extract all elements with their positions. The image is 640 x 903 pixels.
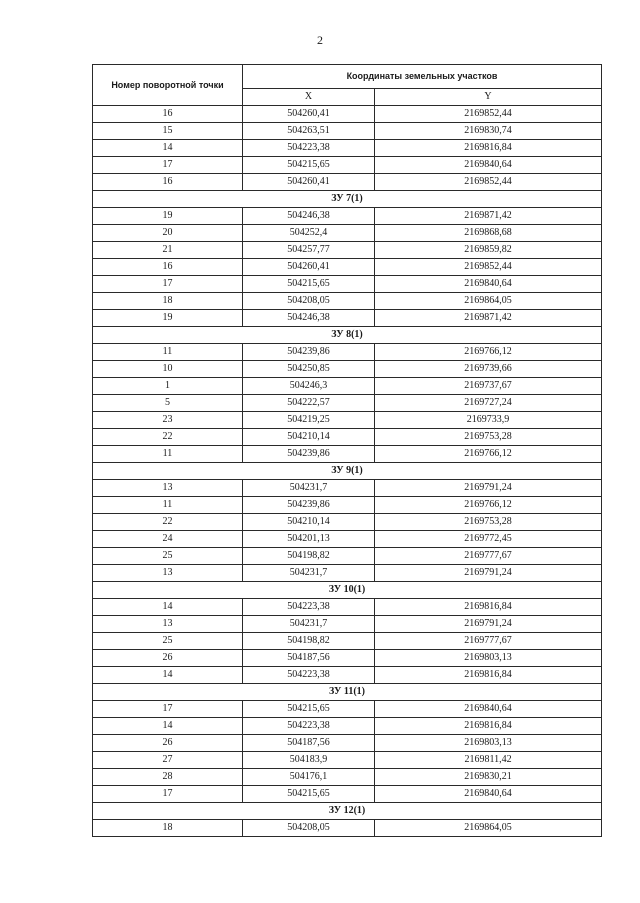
x-coordinate-cell: 504222,57 — [243, 395, 375, 412]
table-row — [93, 752, 602, 769]
y-coordinate-cell: 2169803,13 — [375, 650, 602, 667]
y-coordinate-cell: 2169871,42 — [375, 310, 602, 327]
table-row — [93, 735, 602, 752]
table-row — [93, 633, 602, 650]
x-coordinate-cell: 504246,38 — [243, 310, 375, 327]
y-coordinate-cell: 2169852,44 — [375, 174, 602, 191]
x-coordinate-cell: 504231,7 — [243, 480, 375, 497]
y-coordinate-cell: 2169727,24 — [375, 395, 602, 412]
x-coordinate-cell: 504208,05 — [243, 820, 375, 837]
table-row — [93, 259, 602, 276]
section-row — [93, 684, 602, 701]
y-coordinate-cell: 2169859,82 — [375, 242, 602, 259]
header-point-number: Номер поворотной точки — [93, 65, 243, 106]
page-number: 2 — [317, 33, 323, 47]
section-row — [93, 582, 602, 599]
y-coordinate-cell: 2169864,05 — [375, 293, 602, 310]
point-number-cell: 22 — [93, 514, 243, 531]
point-number-cell: 5 — [93, 395, 243, 412]
section-label: ЗУ 12(1) — [93, 803, 602, 820]
y-coordinate-cell: 2169733,9 — [375, 412, 602, 429]
section-label: ЗУ 7(1) — [93, 191, 602, 208]
y-coordinate-cell: 2169840,64 — [375, 276, 602, 293]
x-coordinate-cell: 504223,38 — [243, 599, 375, 616]
header-coordinates: Координаты земельных участков — [243, 65, 602, 89]
y-coordinate-cell: 2169753,28 — [375, 429, 602, 446]
point-number-cell: 14 — [93, 667, 243, 684]
section-label: ЗУ 8(1) — [93, 327, 602, 344]
point-number-cell: 1 — [93, 378, 243, 395]
x-coordinate-cell: 504215,65 — [243, 276, 375, 293]
point-number-cell: 21 — [93, 242, 243, 259]
point-number-cell: 17 — [93, 701, 243, 718]
y-coordinate-cell: 2169737,67 — [375, 378, 602, 395]
table-row — [93, 174, 602, 191]
table-row — [93, 361, 602, 378]
point-number-cell: 14 — [93, 718, 243, 735]
point-number-cell: 26 — [93, 735, 243, 752]
y-coordinate-cell: 2169772,45 — [375, 531, 602, 548]
x-coordinate-cell: 504246,3 — [243, 378, 375, 395]
x-coordinate-cell: 504183,9 — [243, 752, 375, 769]
x-coordinate-cell: 504239,86 — [243, 344, 375, 361]
header-x: X — [243, 89, 375, 106]
x-coordinate-cell: 504239,86 — [243, 497, 375, 514]
point-number-cell: 22 — [93, 429, 243, 446]
y-coordinate-cell: 2169864,05 — [375, 820, 602, 837]
point-number-cell: 24 — [93, 531, 243, 548]
y-coordinate-cell: 2169766,12 — [375, 446, 602, 463]
point-number-cell: 25 — [93, 633, 243, 650]
x-coordinate-cell: 504215,65 — [243, 701, 375, 718]
table-row — [93, 208, 602, 225]
y-coordinate-cell: 2169852,44 — [375, 106, 602, 123]
coordinates-table — [92, 64, 602, 837]
table-row — [93, 565, 602, 582]
table-row — [93, 548, 602, 565]
header-y: Y — [375, 89, 602, 106]
x-coordinate-cell: 504210,14 — [243, 514, 375, 531]
x-coordinate-cell: 504198,82 — [243, 633, 375, 650]
y-coordinate-cell: 2169840,64 — [375, 786, 602, 803]
y-coordinate-cell: 2169811,42 — [375, 752, 602, 769]
table-row — [93, 769, 602, 786]
x-coordinate-cell: 504210,14 — [243, 429, 375, 446]
y-coordinate-cell: 2169871,42 — [375, 208, 602, 225]
table-row — [93, 310, 602, 327]
y-coordinate-cell: 2169840,64 — [375, 157, 602, 174]
y-coordinate-cell: 2169803,13 — [375, 735, 602, 752]
x-coordinate-cell: 504257,77 — [243, 242, 375, 259]
y-coordinate-cell: 2169739,66 — [375, 361, 602, 378]
point-number-cell: 20 — [93, 225, 243, 242]
point-number-cell: 15 — [93, 123, 243, 140]
y-coordinate-cell: 2169816,84 — [375, 140, 602, 157]
point-number-cell: 16 — [93, 106, 243, 123]
table-row — [93, 106, 602, 123]
table-row — [93, 718, 602, 735]
table-row — [93, 140, 602, 157]
point-number-cell: 25 — [93, 548, 243, 565]
point-number-cell: 27 — [93, 752, 243, 769]
x-coordinate-cell: 504223,38 — [243, 667, 375, 684]
y-coordinate-cell: 2169830,74 — [375, 123, 602, 140]
point-number-cell: 19 — [93, 310, 243, 327]
point-number-cell: 11 — [93, 497, 243, 514]
table-row — [93, 786, 602, 803]
y-coordinate-cell: 2169840,64 — [375, 701, 602, 718]
x-coordinate-cell: 504198,82 — [243, 548, 375, 565]
point-number-cell: 13 — [93, 616, 243, 633]
point-number-cell: 13 — [93, 480, 243, 497]
table-row — [93, 514, 602, 531]
x-coordinate-cell: 504187,56 — [243, 735, 375, 752]
x-coordinate-cell: 504260,41 — [243, 259, 375, 276]
section-label: ЗУ 9(1) — [93, 463, 602, 480]
y-coordinate-cell: 2169777,67 — [375, 548, 602, 565]
section-row — [93, 191, 602, 208]
table-row — [93, 395, 602, 412]
x-coordinate-cell: 504252,4 — [243, 225, 375, 242]
y-coordinate-cell: 2169816,84 — [375, 667, 602, 684]
point-number-cell: 26 — [93, 650, 243, 667]
x-coordinate-cell: 504219,25 — [243, 412, 375, 429]
x-coordinate-cell: 504231,7 — [243, 565, 375, 582]
y-coordinate-cell: 2169753,28 — [375, 514, 602, 531]
x-coordinate-cell: 504260,41 — [243, 106, 375, 123]
table-row — [93, 344, 602, 361]
x-coordinate-cell: 504223,38 — [243, 140, 375, 157]
table-row — [93, 276, 602, 293]
section-label: ЗУ 11(1) — [93, 684, 602, 701]
x-coordinate-cell: 504263,51 — [243, 123, 375, 140]
point-number-cell: 13 — [93, 565, 243, 582]
y-coordinate-cell: 2169766,12 — [375, 344, 602, 361]
point-number-cell: 18 — [93, 293, 243, 310]
x-coordinate-cell: 504231,7 — [243, 616, 375, 633]
table-row — [93, 531, 602, 548]
section-label: ЗУ 10(1) — [93, 582, 602, 599]
y-coordinate-cell: 2169777,67 — [375, 633, 602, 650]
section-row — [93, 327, 602, 344]
x-coordinate-cell: 504239,86 — [243, 446, 375, 463]
y-coordinate-cell: 2169816,84 — [375, 599, 602, 616]
x-coordinate-cell: 504215,65 — [243, 157, 375, 174]
table-body — [93, 106, 602, 837]
y-coordinate-cell: 2169868,68 — [375, 225, 602, 242]
y-coordinate-cell: 2169830,21 — [375, 769, 602, 786]
y-coordinate-cell: 2169791,24 — [375, 616, 602, 633]
point-number-cell: 17 — [93, 786, 243, 803]
table-row — [93, 701, 602, 718]
table-row — [93, 480, 602, 497]
table-row — [93, 123, 602, 140]
point-number-cell: 19 — [93, 208, 243, 225]
x-coordinate-cell: 504223,38 — [243, 718, 375, 735]
table-row — [93, 293, 602, 310]
table-row — [93, 429, 602, 446]
y-coordinate-cell: 2169816,84 — [375, 718, 602, 735]
point-number-cell: 11 — [93, 344, 243, 361]
table-row — [93, 650, 602, 667]
point-number-cell: 28 — [93, 769, 243, 786]
table-row — [93, 446, 602, 463]
table-row — [93, 378, 602, 395]
x-coordinate-cell: 504208,05 — [243, 293, 375, 310]
x-coordinate-cell: 504187,56 — [243, 650, 375, 667]
x-coordinate-cell: 504246,38 — [243, 208, 375, 225]
point-number-cell: 14 — [93, 599, 243, 616]
table-row — [93, 667, 602, 684]
y-coordinate-cell: 2169766,12 — [375, 497, 602, 514]
section-row — [93, 803, 602, 820]
x-coordinate-cell: 504260,41 — [243, 174, 375, 191]
x-coordinate-cell: 504215,65 — [243, 786, 375, 803]
table-row — [93, 820, 602, 837]
table-row — [93, 599, 602, 616]
point-number-cell: 16 — [93, 259, 243, 276]
table-row — [93, 497, 602, 514]
y-coordinate-cell: 2169791,24 — [375, 565, 602, 582]
point-number-cell: 11 — [93, 446, 243, 463]
table-row — [93, 412, 602, 429]
point-number-cell: 16 — [93, 174, 243, 191]
x-coordinate-cell: 504201,13 — [243, 531, 375, 548]
point-number-cell: 10 — [93, 361, 243, 378]
table-row — [93, 157, 602, 174]
point-number-cell: 17 — [93, 157, 243, 174]
point-number-cell: 14 — [93, 140, 243, 157]
table-row — [93, 225, 602, 242]
table-row — [93, 616, 602, 633]
y-coordinate-cell: 2169791,24 — [375, 480, 602, 497]
y-coordinate-cell: 2169852,44 — [375, 259, 602, 276]
x-coordinate-cell: 504250,85 — [243, 361, 375, 378]
section-row — [93, 463, 602, 480]
x-coordinate-cell: 504176,1 — [243, 769, 375, 786]
point-number-cell: 18 — [93, 820, 243, 837]
point-number-cell: 23 — [93, 412, 243, 429]
table-row — [93, 242, 602, 259]
point-number-cell: 17 — [93, 276, 243, 293]
